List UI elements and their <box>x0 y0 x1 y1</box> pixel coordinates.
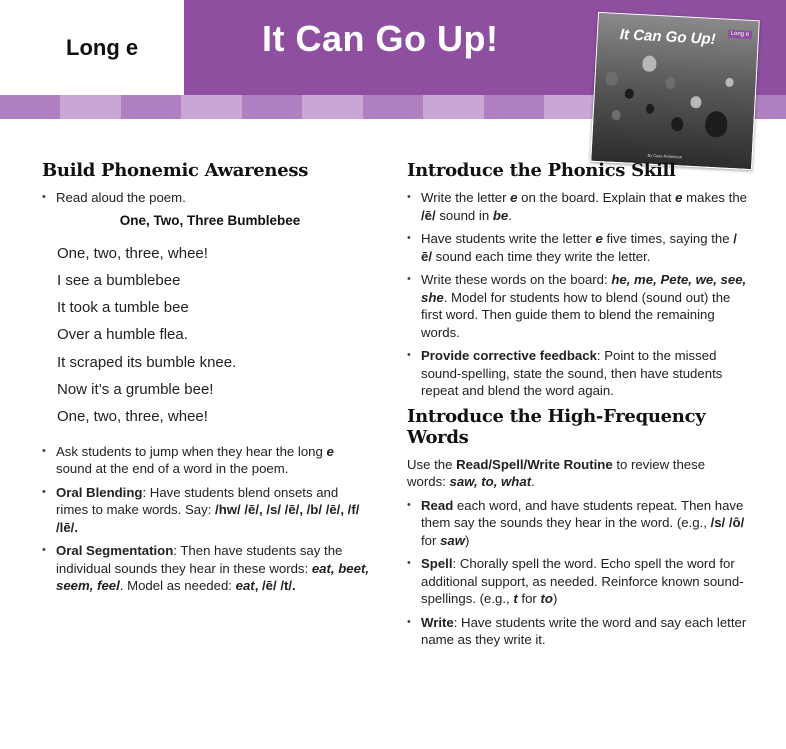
hfw-intro: Use the Read/Spell/Write Routine to review these words: saw, to, what. <box>407 456 706 489</box>
poem-title: One, Two, Three Bumblebee <box>119 212 301 228</box>
list-item: • Write the letter e on the board. Explain that e makes the /ē/ sound in be. <box>407 189 747 224</box>
page-title: It Can Go Up! <box>262 18 499 59</box>
balloon-icon <box>625 88 635 98</box>
lesson-tag <box>0 0 184 95</box>
right-column <box>407 160 747 655</box>
list-item: • Write: Have students write the word and say each letter name as they write it. <box>407 614 747 649</box>
section-heading-high-frequency-words: Introduce the High-Frequency Words <box>407 405 706 448</box>
list-item: • Have students write the letter e five times, saying the /ē/ sound each time they write the letter. <box>407 230 747 265</box>
book-cover-title: It Can Go Up! <box>619 26 717 49</box>
balloon-icon <box>605 71 618 86</box>
balloon-icon <box>690 96 702 109</box>
section-heading-phonics-skill: Introduce the Phonics Skill <box>407 160 676 181</box>
poem-line: It scraped its bumble knee. <box>57 353 237 371</box>
poem-line: One, two, three, whee! <box>57 408 208 426</box>
balloon-icon <box>642 55 657 72</box>
book-cover-image <box>590 12 760 170</box>
poem-line: I see a bumblebee <box>57 271 181 289</box>
list-item: • Provide corrective feedback: Point to the missed sound-spelling, state the sound, then have students repeat and blend the word again. <box>407 347 747 400</box>
balloon-icon <box>665 76 676 89</box>
list-item: • Ask students to jump when they hear the long e sound at the end of a word in the poem. <box>42 443 372 478</box>
book-cover-author: By Cass Robertson <box>647 152 683 160</box>
lesson-tag-label: Long e <box>66 34 139 60</box>
poem-line: One, two, three, whee! <box>57 244 208 262</box>
list-item: • Write these words on the board: he, me, Pete, we, see, she. Model for students how to blend (sound out) the first word. Then guide them to blend the remaining words. <box>407 271 747 341</box>
list-item: • Oral Segmentation: Then have students say the individual sounds they hear in these words: eat, beet, seem, feel. Model as needed: eat, /ē/ /t/. <box>42 542 372 595</box>
list-item: • Read each word, and have students repeat. Then have them say the sounds they hear in the word. (e.g., /s/ /ô/ for saw) <box>407 497 747 550</box>
left-column <box>42 160 372 601</box>
list-item: • Read aloud the poem. <box>42 189 372 207</box>
poem-line: It took a tumble bee <box>57 299 189 317</box>
phonemic-intro-list <box>42 189 372 207</box>
book-cover-tag: Long e <box>728 30 753 39</box>
section-heading-phonemic-awareness: Build Phonemic Awareness <box>42 160 309 181</box>
phonics-list <box>407 189 747 400</box>
balloon-icon <box>725 78 733 87</box>
balloon-icon <box>646 104 655 114</box>
poem-line: Over a humble flea. <box>57 326 188 344</box>
poem <box>42 240 372 431</box>
balloon-icon <box>705 111 728 138</box>
phonemic-activities-list <box>42 443 372 595</box>
list-item: • Oral Blending: Have students blend onsets and rimes to make words. Say: /hw/ /ē/, /s/ /ē/, /b/ /ē/, /f/ /lē/. <box>42 484 372 537</box>
list-item: • Spell: Chorally spell the word. Echo spell the word for additional support, as needed. Reinforce known sound-spellings. (e.g., t for to) <box>407 555 747 608</box>
balloon-icon <box>611 110 621 120</box>
hfw-list <box>407 497 747 649</box>
poem-line: Now it’s a grumble bee! <box>57 380 214 398</box>
balloon-icon <box>671 117 684 132</box>
